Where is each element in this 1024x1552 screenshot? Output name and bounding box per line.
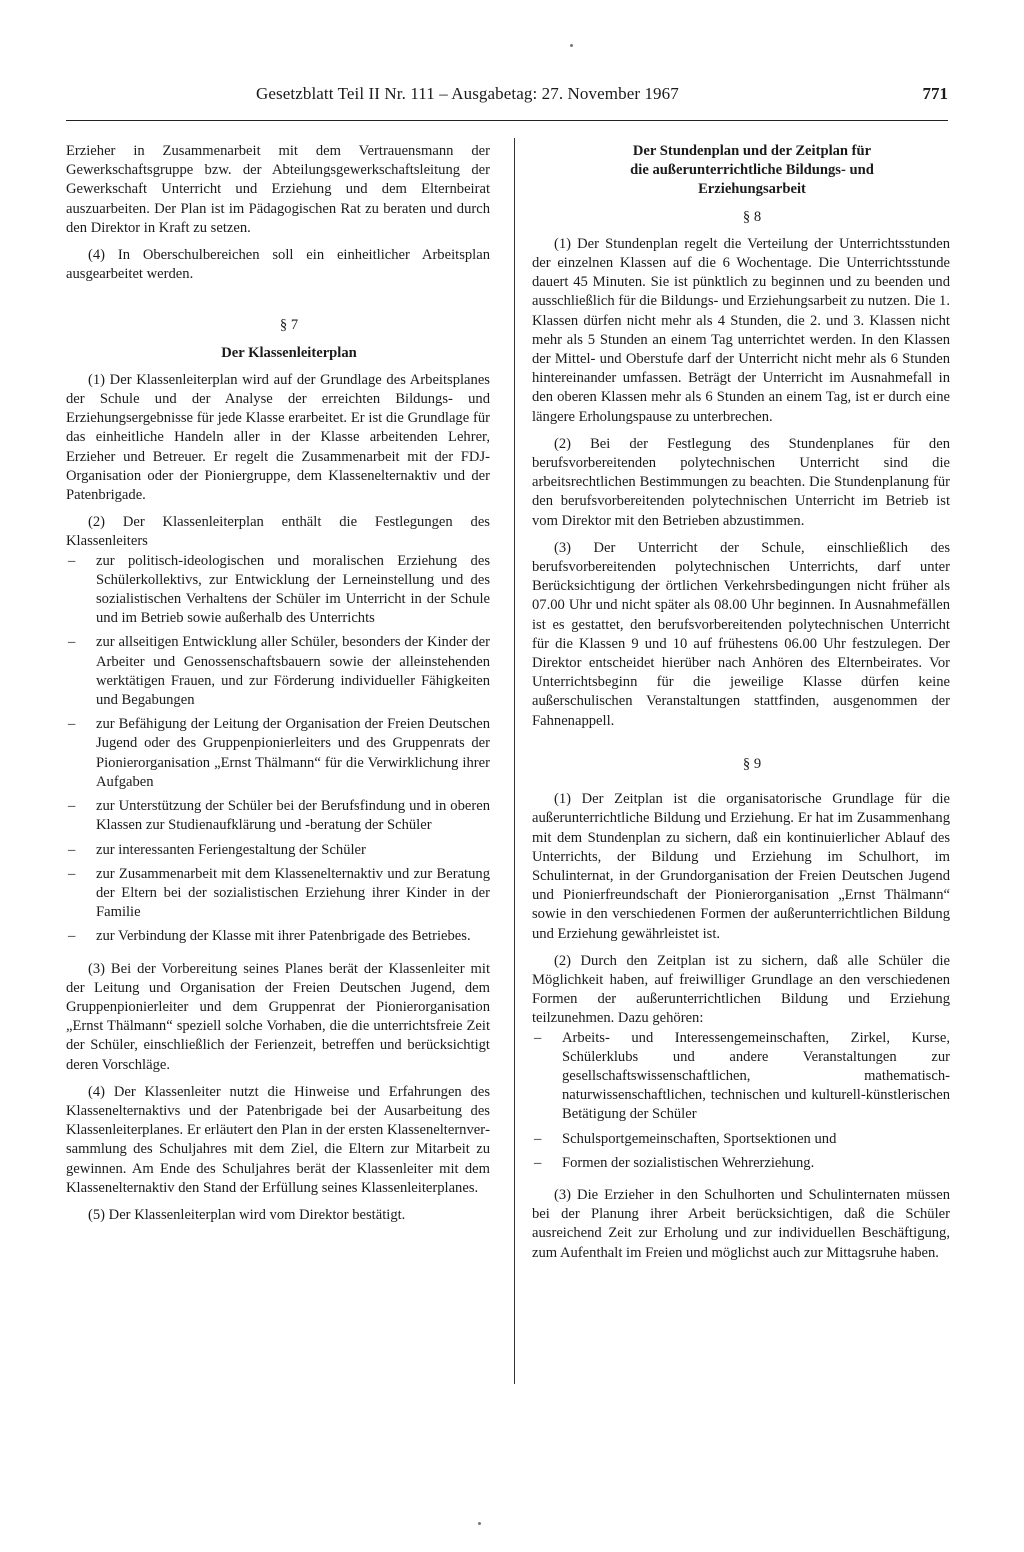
- section-8-paragraph-2: (2) Bei der Festlegung des Stundenplanes für den berufsvorbereitenden polytechnischen Unterricht sind die arbeitsrechtlichen Bestimmungen zu beachten. Die Stundenplanung für den berufsvorbereitenden polytechnischen Unterricht im Betrieb ist vom Direktor mit den Betrieben abzustimmen.: [532, 435, 950, 529]
- section-heading-line-1: Der Stundenplan und der Zeitplan für: [632, 143, 872, 159]
- right-column: [532, 142, 950, 1263]
- section-7-title: Der Klassenleiterplan: [221, 344, 357, 361]
- list-item: – zur politisch-ideologischen und moralischen Erziehung des Schülerkollektivs, zur Entwicklung der Lerneinstellung und des sozialistischen Verhaltens der Schüler im Unterricht in der Schule und im Betrieb sowie außerhalb des Unterrichts: [68, 552, 490, 627]
- section-7-label: § 7: [279, 317, 299, 334]
- list-item: – zur Verbindung der Klasse mit ihrer Patenbrigade des Betriebes.: [68, 928, 471, 945]
- page-header: [66, 84, 948, 114]
- list-item: – Schulsportgemeinschaften, Sportsektionen und: [534, 1130, 837, 1147]
- section-heading-line-3: Erziehungsarbeit: [698, 181, 806, 198]
- list-item: – zur allseitigen Entwicklung aller Schüler, besonders der Kinder der Arbeiter und Genossenschaftsbauern sowie der alleinstehenden werktätigen Frauen, und zur Förderung individueller Fähigkeiten und Begabungen: [68, 634, 490, 709]
- list-item: – zur Befähigung der Leitung der Organisation der Freien Deutschen Jugend oder des Gruppenpionierleiters und des Gruppenrats der Pionierorganisation „Ernst Thälmann“ für die Verwirklichung ihrer Aufgaben: [68, 716, 490, 790]
- section-9-paragraph-1: (1) Der Zeitplan ist die organisatorische Grundlage für die außerunterrichtliche Bildung und Erziehung. Er hat im Zusammenhang mit dem Stundenplan zu sichern, daß ein kontinuierlicher Ablauf des Unterrichts, der Bildung und Erziehung im Schulhort, im Schulinternat, in der Grundorganisation der Freien Deutschen Jugend und Pionierfreundschaft der Pionierorganisation „Ernst Thälmann“ sowie in den verschiedenen Formen der außerunterrichtlichen Bildung und Erziehung gewährleistet ist.: [532, 791, 950, 942]
- left-column: [66, 142, 490, 1225]
- header-rule: [66, 120, 948, 121]
- list-item: – zur interessanten Feriengestaltung der Schüler: [68, 841, 366, 858]
- section-7-paragraph-1: (1) Der Klassenleiterplan wird auf der Grundlage des Arbeitsplanes der Schule und der Analyse der erreichten Bildungs- und Erziehungsergebnisse für jede Klasse erarbeitet. Er ist die Grundlage für das einheitliche Handeln aller in der Klasse arbeitenden Lehrer, Erzieher und Betreuer. Er regelt die Zusammenarbeit mit der FDJ-Organisation oder der Pioniergruppe, dem Klassenelternaktiv und der Patenbrigade.: [66, 371, 490, 504]
- section-7-paragraph-2: (2) Der Klassenleiterplan enthält die Festlegungen des Klassenleiters: [66, 514, 490, 550]
- section-9-list: [532, 1029, 950, 1173]
- list-item: – zur Unterstützung der Schüler bei der Berufsfindung und in oberen Klassen zur Studienaufklärung und -beratung der Schüler: [68, 798, 490, 834]
- section-7-paragraph-3: (3) Bei der Vorbereitung seines Planes berät der Klassenleiter mit der Leitung und Organisation der Freien Deutschen Jugend, dem Gruppenpionierleiter und dem Gruppenrat der Pionierorganisation „Ernst Thälmann“ speziell solche Vorhaben, die die unterrichtsfreie Zeit der Schüler, einschließlich der Ferienzeit, betreffen und berücksichtigt deren Vorschläge.: [66, 960, 490, 1073]
- section-7-list: [66, 552, 490, 947]
- paragraph-4: (4) In Oberschulbereichen soll ein einheitlicher Arbeitsplan ausgearbeitet werden.: [66, 247, 490, 283]
- scan-speck: [570, 44, 573, 47]
- section-7-paragraph-4: (4) Der Klassenleiter nutzt die Hinweise und Erfahrungen des Klassenelternaktivs und der Patenbrigade bei der Ausarbeitung des Klassenleiterplanes. Er erläutert den Plan in der ersten Klassenelternversammlung des Schuljahres mit dem Ziel, die Eltern zur Mitarbeit zu gewinnen. Am Ende des Schuljahres berät der Klassenleiter mit dem Klassenelternaktiv den Stand der Erfüllung seines Klassenleiterplanes.: [66, 1083, 490, 1196]
- section-7-paragraph-5: (5) Der Klassenleiterplan wird vom Direktor bestätigt.: [88, 1206, 406, 1223]
- section-9-paragraph-2: (2) Durch den Zeitplan ist zu sichern, daß alle Schüler die Möglichkeit haben, auf freiwilliger Grundlage an den verschiedenen Formen der außerunterrichtlichen Bildung und Erziehung teilzunehmen. Dazu gehören:: [532, 952, 950, 1027]
- list-item: – Formen der sozialistischen Wehrerziehung.: [534, 1154, 815, 1171]
- section-9-paragraph-3: (3) Die Erzieher in den Schulhorten und Schulinternaten müssen bei der Planung ihrer Arbeit berücksichtigen, daß die Schüler ausreichend Zeit zur Erholung und zur individuellen Beschäftigung, zum Aufenthalt im Freien und möglichst auch zur Mittagsruhe haben.: [532, 1186, 950, 1261]
- scan-speck: [478, 1522, 481, 1525]
- page-number: 771: [922, 84, 948, 103]
- section-9-label: § 9: [742, 755, 762, 772]
- section-8-label: § 8: [742, 208, 762, 225]
- intro-paragraph: Erzieher in Zusammenarbeit mit dem Vertrauensmann der Gewerkschaftsgruppe bzw. der Abteilungsgewerkschaftsleitung der Gewerkschaft Unterricht und Erziehung und dem Elternbeirat auszuarbeiten. Der Plan ist im Pädagogischen Rat zu beraten und durch den Direktor in Kraft zu setzen.: [66, 143, 490, 236]
- section-8-paragraph-1: (1) Der Stundenplan regelt die Verteilung der Unterrichtsstunden der einzelnen Klassen auf die 6 Wochentage. Die Unterrichtsstunde dauert 45 Minuten. Sie ist pünktlich zu beginnen und zu beenden und ausschließlich für die Bildungs- und Erziehungsarbeit zu nutzen. Die 1. Klassen dürfen nicht mehr als 4 Stunden, die 2. und 3. Klassen nicht mehr als 5 Stunden an einem Tag unterrichtet werden. In den Klassen der Mittel- und Oberstufe darf der Unterricht nicht mehr als 6 Stunden hintereinander umfassen. Beträgt der Unterricht im Ausnahmefall in den oberen Klassen mehr als 6 Stunden an einem Tag, ist er durch eine längere Erholungspause zu unterbrechen.: [532, 235, 950, 425]
- gazette-title: Gesetzblatt Teil II Nr. 111 – Ausgabetag: 27. November 1967: [256, 84, 679, 103]
- section-heading-line-2: die außerunterrichtliche Bildungs- und: [630, 162, 874, 179]
- section-8-paragraph-3: (3) Der Unterricht der Schule, einschließlich des berufsvorbereitenden polytechnischen Unterrichts, darf unter Berücksichtigung der örtlichen Verkehrsbedingungen nicht früher als 07.00 Uhr und nicht später als 08.00 Uhr beginnen. In Ausnahmefällen ist es gestattet, den berufsvorbereitenden polytechnischen Unterricht für die Klassen 9 und 10 auf frühestens 06.00 Uhr festzulegen. Der Direktor entscheidet hierüber nach Anhören des Elternbeirates. Vor Unterrichtsbeginn für die jeweilige Klasse dürfen keine außerschulischen Veranstaltungen stattfinden, ausgenommen der Fahnenappell.: [532, 539, 950, 729]
- list-item: – Arbeits- und Interessengemeinschaften, Zirkel, Kurse, Schülerklubs und andere Veranstaltungen zur gesellschaftswissenschaftlichen, mathematisch-naturwissenschaftlichen, technischen und kulturell-künstlerischen Betätigung der Schüler: [534, 1029, 950, 1123]
- list-item: – zur Zusammenarbeit mit dem Klassenelternaktiv und zur Beratung der Eltern bei der sozialistischen Erziehung ihrer Kinder in der Familie: [68, 865, 490, 921]
- column-divider: [514, 138, 515, 1384]
